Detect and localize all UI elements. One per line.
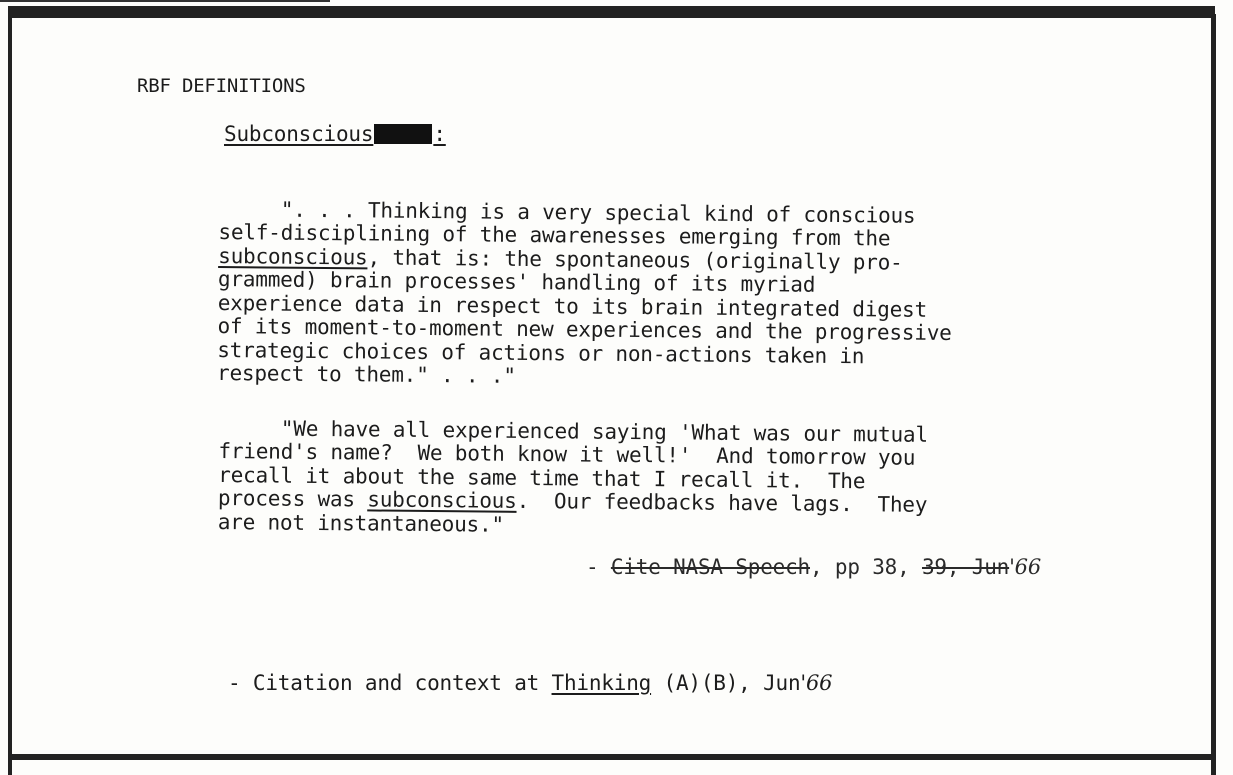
handwritten-year: '66 (1009, 555, 1041, 579)
quote-line: experience data in respect to its brain integrated digest (217, 290, 928, 322)
defined-term (224, 123, 446, 147)
line-text-after: . Our feedbacks have lags. They (516, 488, 928, 517)
thinking-link[interactable]: Thinking (551, 671, 652, 695)
quote-line: are not instantaneous." (217, 509, 505, 537)
citation-context (228, 672, 832, 696)
underlined-word: subconscious (367, 487, 517, 513)
citation-nasa-speech (586, 556, 1041, 580)
quote-paragraph-1 (217, 174, 953, 393)
handwritten-year: '66 (800, 671, 833, 695)
frame-left-border (8, 6, 12, 775)
quote-line: recall it about the same time that I recall it. The (218, 462, 866, 493)
quote-line: "We have all experienced saying 'What was our mutual (218, 415, 929, 447)
struck-source: Cite NASA Speech (610, 555, 810, 579)
term-suffix: : (433, 122, 446, 146)
citation-pages: , pp 38, (809, 555, 922, 579)
line-text-after: , that is: the spontaneous (originally pro- (367, 244, 903, 275)
line-text-before: process was (217, 485, 368, 512)
frame-bottom-border (8, 754, 1216, 760)
struck-pages: 39, Jun (921, 555, 1010, 579)
underlined-word: subconscious (218, 243, 368, 269)
citation-prefix: - Citation and context at (228, 671, 552, 695)
quote-line: strategic choices of actions or non-actions taken in (217, 337, 865, 368)
term-text: Subconscious (224, 122, 374, 146)
redaction-block (374, 124, 432, 144)
quote-line: respect to them." . . ." (216, 360, 516, 388)
quote-line: self-disciplining of the awarenesses emerging from the (218, 219, 891, 251)
frame-right-border (1211, 14, 1216, 775)
document-heading: RBF DEFINITIONS (137, 75, 306, 97)
quote-line: grammed) brain processes' handling of its myriad (217, 266, 816, 297)
quote-line: ". . . Thinking is a very special kind of conscious (218, 196, 916, 228)
citation-dash: - (586, 555, 611, 579)
frame-top-border (8, 6, 1215, 18)
quote-line: friend's name? We both know it well!' And tomorrow you (218, 438, 916, 470)
quote-line: of its moment-to-moment new experiences and the progressive (217, 313, 952, 346)
frame-top-thin-line (0, 0, 330, 2)
quote-paragraph-2 (218, 393, 929, 541)
citation-suffix: (A)(B), Jun (651, 671, 801, 695)
